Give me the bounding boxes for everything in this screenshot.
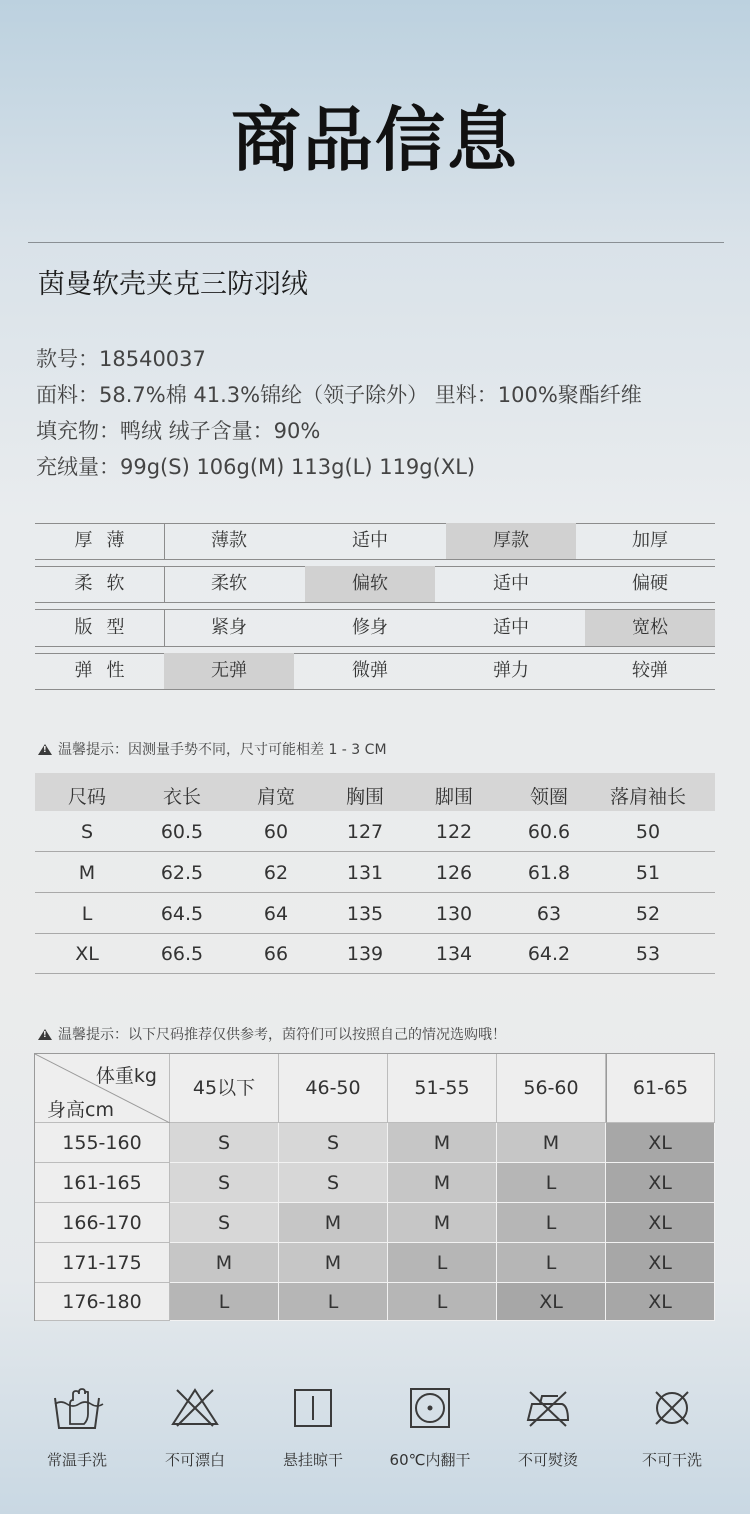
care-label: 不可熨烫	[517, 1451, 578, 1469]
recommend-size-cell: M	[388, 1163, 497, 1203]
recommend-size-cell: S	[170, 1163, 279, 1203]
size-cell: M	[78, 862, 96, 884]
size-cell: 131	[346, 862, 384, 884]
size-cell: 139	[346, 943, 384, 965]
care-item	[617, 1380, 727, 1470]
size-cell: L	[81, 903, 93, 925]
divider	[28, 242, 724, 243]
size-row-line	[35, 973, 715, 974]
attr-row-line	[35, 559, 715, 560]
recommend-size-cell: L	[170, 1283, 279, 1321]
height-cell: 161-165	[35, 1163, 170, 1203]
tumble-dry-icon	[375, 1380, 485, 1436]
size-cell: 51	[635, 862, 661, 884]
recommend-size-cell: M	[388, 1123, 497, 1163]
attr-row-1	[35, 566, 715, 602]
attr-label: 版型	[74, 617, 139, 638]
size-row-line	[35, 851, 715, 852]
size-cell: 126	[435, 862, 473, 884]
size-cell: 62	[263, 862, 289, 884]
attr-row-line	[35, 646, 715, 647]
weight-header-cell: 61-65	[606, 1054, 715, 1123]
size-cell: 53	[635, 943, 661, 965]
hang-dry-icon	[258, 1380, 368, 1436]
attr-option: 薄款	[211, 530, 247, 551]
product-name: 茵曼软壳夹克三防羽绒	[38, 269, 308, 300]
attr-option-selected: 宽松	[585, 610, 715, 646]
care-item	[375, 1380, 485, 1470]
weight-header-cell: 46-50	[279, 1054, 388, 1123]
warning-icon	[38, 744, 52, 755]
size-tip	[38, 739, 387, 759]
size-cell: 63	[536, 903, 562, 925]
recommend-tip-text: 温馨提示：以下尺码推荐仅供参考，茵符们可以按照自己的情况选购哦！	[58, 1027, 506, 1043]
size-header-cell: 脚围	[434, 786, 473, 808]
recommend-size-cell: S	[170, 1123, 279, 1163]
spec-style-no: 款号：18540037	[36, 347, 206, 371]
attr-row-line	[35, 689, 715, 690]
recommend-corner-cell	[35, 1054, 170, 1123]
recommend-size-cell: L	[388, 1283, 497, 1321]
recommend-size-cell: XL	[606, 1123, 715, 1163]
attr-option: 柔软	[211, 573, 247, 594]
height-cell: 155-160	[35, 1123, 170, 1163]
corner-height-label: 身高cm	[47, 1099, 114, 1121]
attr-label: 柔软	[74, 573, 139, 594]
size-header-cell: 胸围	[345, 786, 384, 808]
size-cell: 66.5	[160, 943, 204, 965]
height-cell: 171-175	[35, 1243, 170, 1283]
size-cell: 122	[435, 821, 473, 843]
size-cell: 66	[263, 943, 289, 965]
size-cell: XL	[75, 943, 99, 965]
attr-option: 紧身	[211, 617, 247, 638]
corner-weight-label: 体重kg	[95, 1065, 157, 1087]
attr-option-selected: 偏软	[305, 566, 435, 602]
size-tip-text: 温馨提示：因测量手势不同，尺寸可能相差 1 - 3 CM	[58, 742, 387, 758]
recommend-size-cell: L	[497, 1163, 606, 1203]
no-iron-icon	[493, 1380, 603, 1436]
hand-wash-icon	[22, 1380, 132, 1436]
height-cell: 166-170	[35, 1203, 170, 1243]
no-dry-clean-icon	[617, 1380, 727, 1436]
size-row-line	[35, 892, 715, 893]
recommend-size-cell: S	[279, 1123, 388, 1163]
recommend-size-cell: L	[497, 1243, 606, 1283]
attr-option-selected: 厚款	[446, 523, 576, 559]
care-item	[258, 1380, 368, 1470]
spec-fill-weight: 充绒量：99g(S) 106g(M) 113g(L) 119g(XL)	[36, 455, 476, 479]
size-cell: 62.5	[160, 862, 204, 884]
size-recommend-table	[34, 1053, 715, 1321]
size-header-cell: 领圈	[529, 786, 568, 808]
warning-icon	[38, 1029, 52, 1040]
recommend-size-cell: XL	[606, 1163, 715, 1203]
size-cell: 52	[635, 903, 661, 925]
size-cell: 60.5	[160, 821, 204, 843]
care-item	[22, 1380, 132, 1470]
attr-option: 偏硬	[632, 573, 668, 594]
size-cell: 134	[435, 943, 473, 965]
recommend-size-cell: S	[170, 1203, 279, 1243]
size-header-cell: 肩宽	[256, 786, 295, 808]
attr-label: 弹性	[74, 660, 139, 681]
recommend-tip	[38, 1024, 506, 1044]
recommend-size-cell: M	[279, 1203, 388, 1243]
recommend-size-cell: XL	[606, 1243, 715, 1283]
weight-header-cell: 45以下	[170, 1054, 279, 1123]
attr-option: 加厚	[632, 530, 668, 551]
size-header-cell: 尺码	[67, 786, 106, 808]
size-cell: 130	[435, 903, 473, 925]
no-bleach-icon	[140, 1380, 250, 1436]
recommend-size-cell: M	[388, 1203, 497, 1243]
page-title: 商品信息	[231, 98, 519, 181]
attr-option-selected: 无弹	[164, 653, 294, 689]
size-cell: 60	[263, 821, 289, 843]
size-cell: 61.8	[527, 862, 571, 884]
attr-row-3	[35, 653, 715, 689]
size-cell: 135	[346, 903, 384, 925]
recommend-size-cell: L	[279, 1283, 388, 1321]
recommend-size-cell: S	[279, 1163, 388, 1203]
recommend-size-cell: L	[388, 1243, 497, 1283]
recommend-size-cell: XL	[606, 1203, 715, 1243]
care-label: 不可漂白	[164, 1451, 225, 1469]
recommend-size-cell: L	[497, 1203, 606, 1243]
attr-label: 厚薄	[74, 530, 139, 551]
spec-filling: 填充物：鸭绒 绒子含量：90%	[36, 419, 321, 443]
recommend-size-cell: XL	[606, 1283, 715, 1321]
size-cell: 64.5	[160, 903, 204, 925]
size-cell: 50	[635, 821, 661, 843]
recommend-size-cell: XL	[497, 1283, 606, 1321]
size-cell: S	[80, 821, 94, 843]
size-cell: 127	[346, 821, 384, 843]
attr-row-line	[35, 602, 715, 603]
size-row-line	[35, 933, 715, 934]
attr-option: 适中	[352, 530, 388, 551]
care-label: 悬挂晾干	[282, 1451, 343, 1469]
attr-option: 微弹	[352, 660, 388, 681]
attr-option: 适中	[493, 573, 529, 594]
attr-option: 修身	[352, 617, 388, 638]
care-label: 60℃内翻干	[389, 1451, 471, 1469]
care-item	[140, 1380, 250, 1470]
attr-option: 较弹	[632, 660, 668, 681]
size-cell: 64.2	[527, 943, 571, 965]
size-header-cell: 衣长	[162, 786, 201, 808]
care-label: 不可干洗	[641, 1451, 702, 1469]
height-cell: 176-180	[35, 1283, 170, 1321]
recommend-size-cell: M	[279, 1243, 388, 1283]
weight-header-cell: 51-55	[388, 1054, 497, 1123]
attr-option: 适中	[493, 617, 529, 638]
care-label: 常温手洗	[46, 1451, 107, 1469]
recommend-size-cell: M	[170, 1243, 279, 1283]
size-cell: 64	[263, 903, 289, 925]
care-item	[493, 1380, 603, 1470]
recommend-size-cell: M	[497, 1123, 606, 1163]
size-cell: 60.6	[527, 821, 571, 843]
weight-header-cell: 56-60	[497, 1054, 606, 1123]
spec-fabric: 面料：58.7%棉 41.3%锦纶（领子除外） 里料：100%聚酯纤维	[36, 383, 642, 407]
size-header-cell: 落肩袖长	[609, 786, 686, 808]
attr-row-0	[35, 523, 715, 559]
attr-option: 弹力	[493, 660, 529, 681]
attr-row-2	[35, 610, 715, 646]
